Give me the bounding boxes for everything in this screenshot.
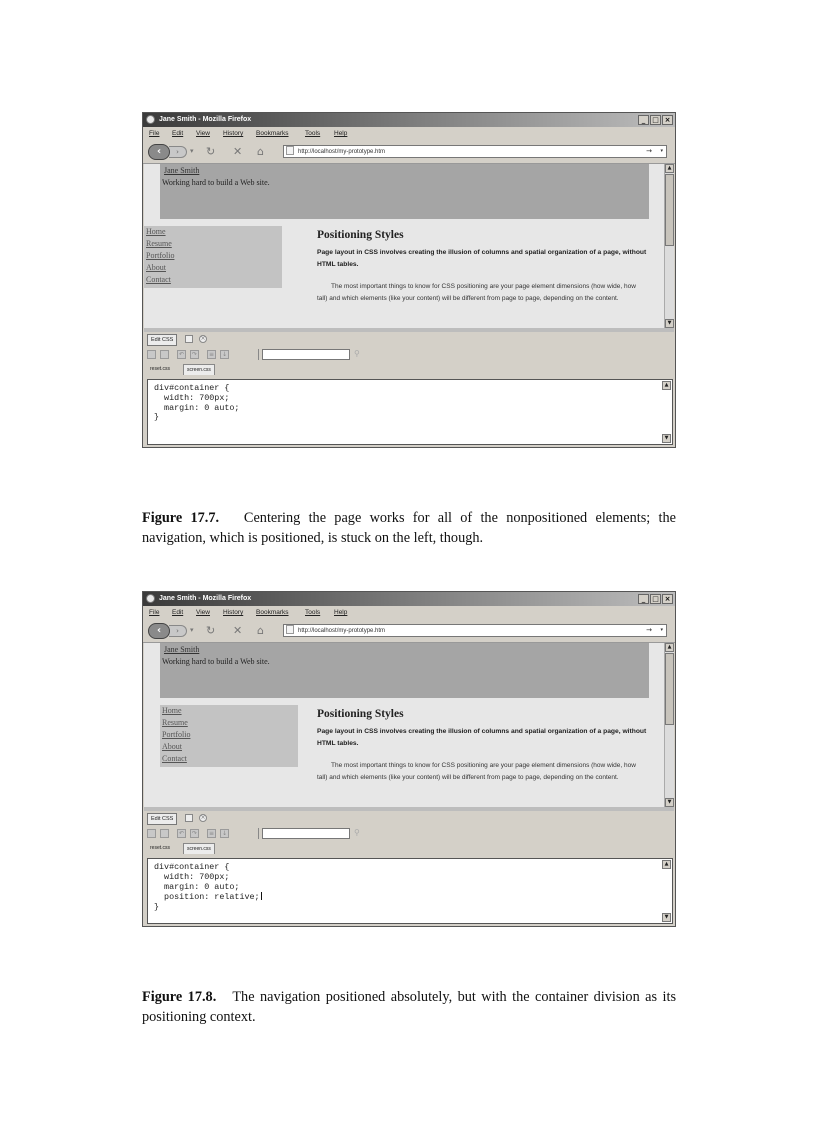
- window-title: Jane Smith - Mozilla Firefox: [159, 595, 252, 602]
- minimize-button[interactable]: _: [638, 115, 649, 125]
- home-icon[interactable]: ⌂: [257, 145, 264, 158]
- body-paragraph: The most important things to know for CSS positioning are your page element dimensions (how wide, how tall) and which elements (like your content) will be different from page to page, depending on the content.: [317, 762, 636, 781]
- site-header: [160, 164, 649, 219]
- body-paragraph: The most important things to know for CSS positioning are your page element dimensions (how wide, how tall) and which elements (like your content) will be different from page to page, depending on the content.: [317, 283, 636, 302]
- nav-link-resume[interactable]: Resume: [146, 239, 172, 248]
- scroll-up-icon[interactable]: ▲: [662, 860, 671, 869]
- magnifier-icon[interactable]: ⚲: [354, 828, 360, 837]
- code-line: div#container {: [154, 383, 230, 393]
- editor-scrollbar[interactable]: [662, 381, 671, 443]
- menu-view[interactable]: View: [196, 609, 210, 616]
- site-name-link[interactable]: Jane Smith: [164, 645, 200, 654]
- edit-css-tab[interactable]: Edit CSS: [147, 813, 177, 825]
- lead-paragraph: Page layout in CSS involves creating the illusion of columns and spatial organization of a page, without HTML tables.: [317, 249, 647, 268]
- site-header: [160, 643, 649, 698]
- forward-arrow-icon[interactable]: ›: [169, 625, 187, 637]
- maximize-button[interactable]: □: [650, 115, 661, 125]
- code-line: }: [154, 412, 160, 423]
- page-scrollbar[interactable]: [664, 164, 674, 328]
- nav-link-about[interactable]: About: [146, 263, 166, 272]
- scroll-thumb[interactable]: [665, 653, 674, 725]
- menu-help[interactable]: Help: [334, 609, 348, 616]
- forward-arrow-icon[interactable]: ›: [169, 146, 187, 158]
- code-line-with-caret: [154, 892, 262, 903]
- site-navigation: [160, 705, 298, 767]
- scroll-up-icon[interactable]: ▲: [665, 643, 674, 652]
- scroll-down-icon[interactable]: ▼: [662, 434, 671, 443]
- nav-link-contact[interactable]: Contact: [146, 275, 171, 284]
- browser-window-screenshot-2: [142, 591, 676, 927]
- caption-text: The navigation positioned absolutely, but with the container division as its positioning context.: [142, 989, 677, 1026]
- site-tagline: Working hard to build a Web site.: [162, 178, 270, 187]
- scroll-thumb[interactable]: [665, 174, 674, 246]
- redo-icon[interactable]: ↷: [191, 351, 198, 358]
- save-icon[interactable]: [160, 829, 169, 838]
- stylesheet-tabs: [144, 842, 674, 855]
- panel-icon[interactable]: [185, 335, 193, 343]
- caption-text: Centering the page works for all of the nonpositioned elements; the navigation, which is positioned, is stuck on the left, though.: [142, 510, 676, 547]
- lead-paragraph: Page layout in CSS involves creating the illusion of columns and spatial organization of a page, without HTML tables.: [317, 728, 647, 747]
- minimize-button[interactable]: _: [638, 594, 649, 604]
- nav-link-home[interactable]: Home: [162, 706, 182, 715]
- page-icon: [286, 625, 294, 634]
- reload-icon[interactable]: ↻: [206, 624, 216, 637]
- home-icon[interactable]: ⌂: [257, 624, 264, 637]
- nav-link-home[interactable]: Home: [146, 227, 166, 236]
- css-editor[interactable]: [147, 379, 673, 445]
- navigation-toolbar: [143, 620, 675, 643]
- window-title: Jane Smith - Mozilla Firefox: [159, 116, 252, 123]
- menu-history[interactable]: History: [223, 609, 244, 616]
- menu-file[interactable]: File: [149, 130, 160, 137]
- toolbar-separator: [258, 828, 259, 839]
- format-icon[interactable]: ≡: [208, 830, 215, 837]
- nav-link-portfolio[interactable]: Portfolio: [146, 251, 175, 260]
- css-editor-toolbar: [144, 347, 674, 362]
- download-icon[interactable]: ↓: [221, 351, 228, 358]
- code-line: margin: 0 auto;: [154, 402, 240, 413]
- menu-tools[interactable]: Tools: [305, 130, 321, 137]
- close-panel-icon[interactable]: ×: [200, 814, 206, 821]
- edit-css-tab[interactable]: Edit CSS: [147, 334, 177, 346]
- go-arrow-icon[interactable]: →: [646, 626, 652, 634]
- nav-link-resume[interactable]: Resume: [162, 718, 188, 727]
- menu-bar: [143, 127, 675, 141]
- scroll-down-icon[interactable]: ▼: [665, 798, 674, 807]
- code-line: div#container {: [154, 862, 230, 872]
- scroll-down-icon[interactable]: ▼: [665, 319, 674, 328]
- new-file-icon[interactable]: [147, 350, 156, 359]
- browser-window-screenshot-1: [142, 112, 676, 448]
- figure-caption: [142, 987, 676, 1027]
- main-heading: Positioning Styles: [317, 229, 404, 241]
- css-search-input[interactable]: [262, 828, 350, 839]
- url-dropdown-icon[interactable]: ▾: [660, 148, 663, 154]
- maximize-button[interactable]: □: [650, 594, 661, 604]
- close-button[interactable]: ×: [662, 594, 673, 604]
- close-button[interactable]: ×: [662, 115, 673, 125]
- site-tagline: Working hard to build a Web site.: [162, 657, 270, 666]
- menu-tools[interactable]: Tools: [305, 609, 321, 616]
- go-arrow-icon[interactable]: →: [646, 147, 652, 155]
- page-viewport: [144, 643, 664, 807]
- page-icon: [286, 146, 294, 155]
- tab-reset-css[interactable]: reset.css: [150, 366, 171, 372]
- tab-screen-css[interactable]: screen.css: [183, 843, 215, 854]
- page-scrollbar[interactable]: [664, 643, 674, 807]
- panel-icon[interactable]: [185, 814, 193, 822]
- title-bar: [143, 113, 675, 127]
- figure-label: Figure 17.7.: [142, 510, 220, 527]
- undo-icon[interactable]: ↶: [178, 351, 185, 358]
- code-line: width: 700px;: [154, 392, 230, 403]
- css-code: [154, 863, 262, 913]
- devtools-header: [144, 811, 674, 825]
- scroll-down-icon[interactable]: ▼: [662, 913, 671, 922]
- address-bar[interactable]: [283, 145, 667, 158]
- scroll-up-icon[interactable]: ▲: [662, 381, 671, 390]
- title-bar: [143, 592, 675, 606]
- page-viewport: [144, 164, 664, 328]
- toolbar-separator: [258, 349, 259, 360]
- tab-screen-css[interactable]: screen.css: [183, 364, 215, 375]
- redo-icon[interactable]: ↷: [191, 830, 198, 837]
- tab-reset-css[interactable]: reset.css: [150, 845, 171, 851]
- firefox-icon: [146, 594, 155, 603]
- format-icon[interactable]: ≡: [208, 351, 215, 358]
- code-line: width: 700px;: [154, 871, 230, 882]
- download-icon[interactable]: ↓: [221, 830, 228, 837]
- stop-icon[interactable]: ✕: [233, 145, 243, 158]
- nav-link-about[interactable]: About: [162, 742, 182, 751]
- undo-icon[interactable]: ↶: [178, 830, 185, 837]
- back-arrow-icon[interactable]: ‹: [148, 623, 170, 639]
- url-dropdown-icon[interactable]: ▾: [660, 627, 663, 633]
- site-name-link[interactable]: Jane Smith: [164, 166, 200, 175]
- code-line: position: relative;: [154, 892, 260, 903]
- firefox-icon: [146, 115, 155, 124]
- scroll-up-icon[interactable]: ▲: [665, 164, 674, 173]
- css-search-input[interactable]: [262, 349, 350, 360]
- nav-link-portfolio[interactable]: Portfolio: [162, 730, 191, 739]
- menu-file[interactable]: File: [149, 609, 160, 616]
- code-line: }: [154, 902, 160, 913]
- menu-help[interactable]: Help: [334, 130, 348, 137]
- figure-caption: [142, 508, 676, 548]
- css-code: [154, 384, 239, 423]
- reload-icon[interactable]: ↻: [206, 145, 216, 158]
- navigation-toolbar: [143, 141, 675, 164]
- history-dropdown-icon[interactable]: ▾: [190, 626, 194, 634]
- new-file-icon[interactable]: [147, 829, 156, 838]
- menu-edit[interactable]: Edit: [172, 609, 184, 616]
- devtools-header: [144, 332, 674, 346]
- address-bar[interactable]: [283, 624, 667, 637]
- site-navigation: [144, 226, 282, 288]
- menu-bookmarks[interactable]: Bookmarks: [256, 609, 289, 616]
- nav-link-contact[interactable]: Contact: [162, 754, 187, 763]
- history-dropdown-icon[interactable]: ▾: [190, 147, 194, 155]
- text-caret: [261, 892, 262, 900]
- css-editor-toolbar: [144, 826, 674, 841]
- menu-bar: [143, 606, 675, 620]
- figure-label: Figure 17.8.: [142, 989, 217, 1006]
- stylesheet-tabs: [144, 363, 674, 376]
- close-panel-icon[interactable]: ×: [200, 335, 206, 342]
- menu-bookmarks[interactable]: Bookmarks: [256, 130, 289, 137]
- stop-icon[interactable]: ✕: [233, 624, 243, 637]
- css-editor[interactable]: [147, 858, 673, 924]
- menu-history[interactable]: History: [223, 130, 244, 137]
- back-arrow-icon[interactable]: ‹: [148, 144, 170, 160]
- save-icon[interactable]: [160, 350, 169, 359]
- url-text: http://localhost/my-prototype.htm: [298, 149, 386, 155]
- editor-scrollbar[interactable]: [662, 860, 671, 922]
- menu-edit[interactable]: Edit: [172, 130, 184, 137]
- url-text: http://localhost/my-prototype.htm: [298, 628, 386, 634]
- main-heading: Positioning Styles: [317, 708, 404, 720]
- code-line: margin: 0 auto;: [154, 881, 240, 892]
- magnifier-icon[interactable]: ⚲: [354, 349, 360, 358]
- menu-view[interactable]: View: [196, 130, 210, 137]
